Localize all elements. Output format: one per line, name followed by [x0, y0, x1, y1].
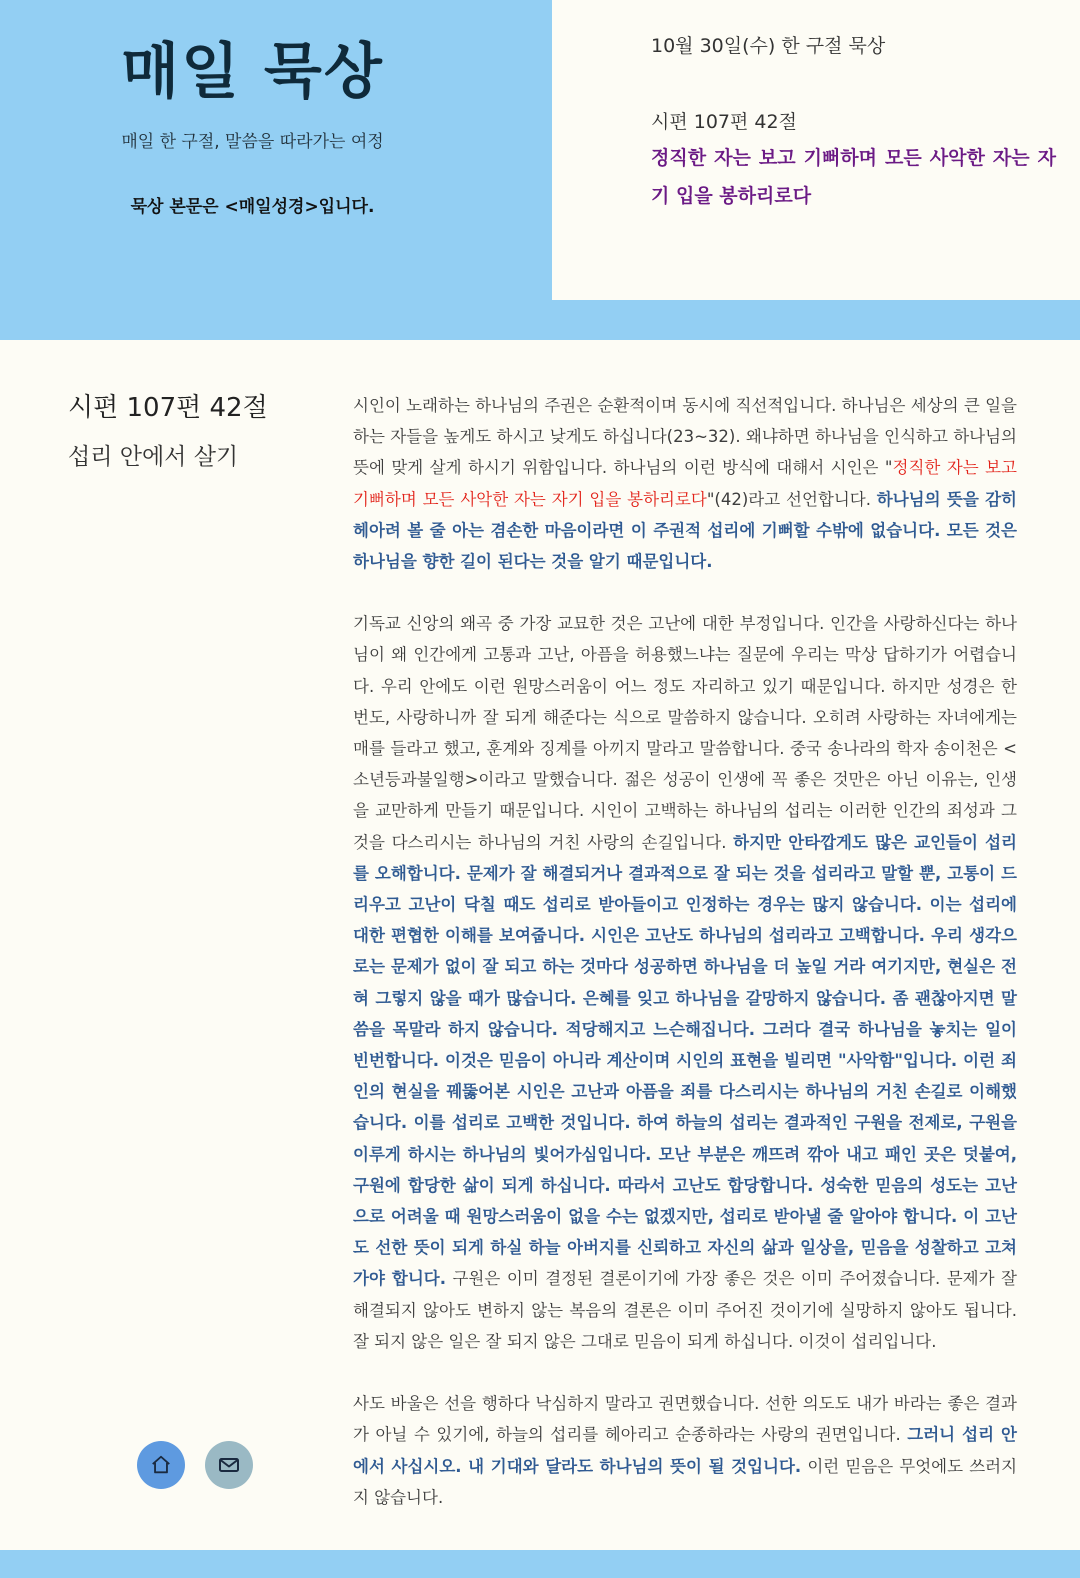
paragraph-text: "(42)라고 선언합니다. [706, 489, 877, 509]
paragraph-1 [353, 390, 1017, 577]
verse-text: 정직한 자는 보고 기뻐하며 모든 사악한 자는 자기 입을 봉하리로다 [651, 147, 1056, 207]
site-title[interactable]: 매일 묵상 [121, 37, 384, 107]
verse-reference: 시편 107편 42절 [651, 111, 797, 133]
paragraph-text: 이런 믿음은 무엇에도 쓰러지지 않습니다. [353, 1456, 1018, 1507]
article-body [353, 390, 1017, 1544]
site-tagline: 매일 한 구절, 말씀을 따라가는 여정 [121, 132, 384, 152]
paragraph-text: 구원은 이미 결정된 결론이기에 가장 좋은 것은 이미 주어졌습니다. 문제가 잘 해결되지 않아도 변하지 않는 복음의 결론은 이미 주어진 것이기에 실망하지 않아도 됩니다. 잘 되지 않은 일은 잘 되지 않은 그대로 믿음이 되게 하십니다. 이것이 섭리입니다. [353, 1269, 1017, 1351]
verse-date: 10월 30일(수) 한 구절 묵상 [651, 35, 886, 57]
post-reference: 시편 107편 42절 [68, 393, 268, 423]
daily-verse-card [552, 0, 1080, 300]
paragraph-3 [353, 1388, 1017, 1513]
paragraph-text: 기독교 신앙의 왜곡 중 가장 교묘한 것은 고난에 대한 부정입니다. 인간을 사랑하신다는 하나님이 왜 인간에게 고통과 고난, 아픔을 허용했느냐는 질문에 우리는 막상 답하기가 어렵습니다. 우리 안에도 이런 원망스러움이 어느 정도 자리하고 있기 때문입니다. 하지만 성경은 한 번도, 사랑하니까 잘 되게 해준다는 식으로 말씀하지 않습니다. 오히려 사랑하는 자녀에게는 매를 들라고 했고, 훈계와 징계를 아끼지 말라고 말씀합니다. 중국 송나라의 학자 송이천은 <소년등과불일행>이라고 말했습니다. 젊은 성공이 인생에 꼭 좋은 것만은 아닌 이유는, 인생을 교만하게 만들기 때문입니다. 시인이 고백하는 하나님의 섭리는 이러한 인간의 죄성과 그것을 다스리시는 하나님의 거친 사랑의 손길입니다. [353, 614, 1017, 852]
site-branding [0, 0, 552, 340]
post-title: 섭리 안에서 살기 [68, 444, 239, 470]
mail-button[interactable] [205, 1441, 253, 1489]
mail-icon [217, 1453, 241, 1477]
paragraph-text: 시인이 노래하는 하나님의 주권은 순환적이며 동시에 직선적입니다. 하나님은 세상의 큰 일을 하는 자들을 높게도 하시고 낮게도 하십니다(23~32). 왜냐하면 하나님을 인식하고 하나님의 뜻에 맞게 살게 하시기 위함입니다. 하나님의 이런 방식에 대해서 시인은 " [353, 396, 1017, 478]
source-note: 묵상 본문은 <매일성경>입니다. [130, 197, 375, 217]
emphasis-text: 하나님의 뜻을 감히 헤아려 볼 줄 아는 겸손한 마음이라면 이 주권적 섭리에 기뻐할 수밖에 없습니다. 모든 것은 하나님을 향한 길이 된다는 것을 알기 때문입니다. [353, 489, 1017, 572]
paragraph-text: 사도 바울은 선을 행하다 낙심하지 말라고 권면했습니다. 선한 의도도 내가 바라는 좋은 결과가 아닐 수 있기에, 하늘의 섭리를 헤아리고 순종하라는 사랑의 권면입니다. [353, 1394, 1017, 1445]
post-sidebar [68, 390, 318, 471]
verse-quote: 정직한 자는 보고 기뻐하며 모든 사악한 자는 자기 입을 봉하리로다 [353, 458, 1017, 509]
header [0, 0, 1080, 340]
emphasis-text: 하지만 안타깝게도 많은 교인들이 섭리를 오해합니다. 문제가 잘 해결되거나 결과적으로 잘 되는 것을 섭리라고 말할 뿐, 고통이 드리우고 고난이 닥칠 때도 섭리로 받아들이고 인정하는 경우는 많지 않습니다. 이는 섭리에 대한 편협한 이해를 보여줍니다. 시인은 고난도 하나님의 섭리라고 고백합니다. 우리 생각으로는 문제가 없이 잘 되고 하는 것마다 성공하면 하나님을 더 높일 거라 여기지만, 현실은 전혀 그렇지 않을 때가 많습니다. 은혜를 잊고 하나님을 갈망하지 않습니다. 좀 괜찮아지면 말씀을 목말라 하지 않습니다. 적당해지고 느슨해집니다. 그러다 결국 하나님을 놓치는 일이 빈번합니다. 이것은 믿음이 아니라 계산이며 시인의 표현을 빌리면 "사악함"입니다. 이런 죄인의 현실을 꿰뚫어본 시인은 고난과 아픔을 죄를 다스리시는 하나님의 거친 손길로 이해했습니다. 이를 섭리로 고백한 것입니다. 하여 하늘의 섭리는 결과적인 구원을 전제로, 구원을 이루게 하시는 하나님의 빛어가심입니다. 모난 부분은 깨뜨려 깎아 내고 패인 곳은 덧붙여, 구원에 합당한 삶이 되게 하십니다. 따라서 고난도 합당합니다. 성숙한 믿음의 성도는 고난으로 어려울 때 원망스러움이 없을 수는 없겠지만, 섭리로 받아낼 줄 알아야 합니다. 이 고난도 선한 뜻이 되게 하실 하늘 아버지를 신뢰하고 자신의 삶과 일상을, 믿음을 성찰하고 고쳐가야 합니다. [353, 832, 1017, 1289]
paragraph-2 [353, 608, 1017, 1357]
emphasis-text: 그러니 섭리 안에서 사십시오. 내 기대와 달라도 하나님의 뜻이 될 것입니다. [353, 1425, 1018, 1476]
home-icon [150, 1454, 172, 1476]
footer-bar [0, 1550, 1080, 1578]
home-button[interactable] [137, 1441, 185, 1489]
